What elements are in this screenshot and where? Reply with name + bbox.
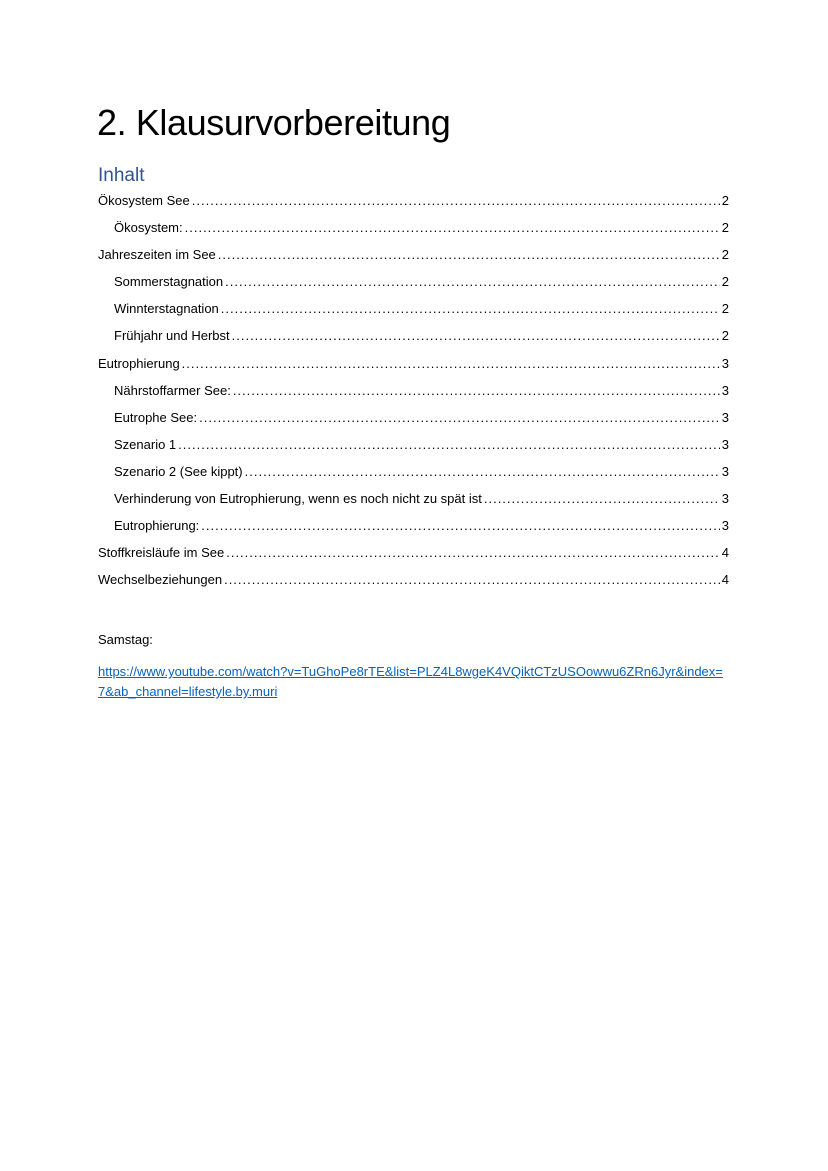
- toc-entry-text: Szenario 1: [114, 436, 177, 452]
- toc-entry[interactable]: [98, 381, 729, 408]
- toc-entry-text: Frühjahr und Herbst: [114, 328, 230, 344]
- toc-entry-page: 3: [721, 382, 729, 398]
- toc-entry-text: Szenario 2 (See kippt): [114, 463, 243, 479]
- toc-entry-page: 2: [721, 220, 729, 236]
- toc-entry[interactable]: [98, 354, 729, 381]
- toc-entry-text: Wechselbeziehungen: [98, 572, 223, 588]
- toc-entry[interactable]: [98, 191, 729, 218]
- toc-entry-text: Eutrophierung: [98, 355, 180, 371]
- table-of-contents: [98, 191, 729, 597]
- toc-entry-text: Eutrophierung:: [114, 518, 200, 534]
- toc-entry[interactable]: [98, 218, 729, 245]
- toc-entry[interactable]: [98, 489, 729, 516]
- document-title: 2. Klausurvorbereitung: [97, 102, 451, 143]
- toc-leader-dots: [232, 326, 720, 346]
- toc-leader-dots: [245, 462, 720, 482]
- toc-entry[interactable]: [98, 570, 729, 597]
- toc-entry-text: Eutrophe See:: [114, 409, 198, 425]
- toc-leader-dots: [192, 191, 720, 211]
- toc-leader-dots: [199, 408, 720, 428]
- toc-entry[interactable]: [98, 435, 729, 462]
- toc-entry-text: Stoffkreisläufe im See: [98, 545, 225, 561]
- toc-entry[interactable]: [98, 272, 729, 299]
- toc-entry-text: Verhinderung von Eutrophierung, wenn es noch nicht zu spät ist: [114, 491, 482, 507]
- toc-entry[interactable]: [98, 462, 729, 489]
- toc-entry-text: Jahreszeiten im See: [98, 247, 216, 263]
- toc-entry-text: Winnterstagnation: [114, 301, 219, 317]
- toc-entry[interactable]: [98, 326, 729, 353]
- toc-entry-page: 3: [721, 518, 729, 534]
- toc-leader-dots: [226, 543, 720, 563]
- toc-leader-dots: [233, 381, 720, 401]
- toc-entry-page: 3: [721, 491, 729, 507]
- toc-entry-page: 2: [721, 301, 729, 317]
- toc-entry[interactable]: [98, 245, 729, 272]
- toc-entry-page: 4: [721, 545, 729, 561]
- toc-leader-dots: [178, 435, 720, 455]
- toc-leader-dots: [201, 516, 719, 536]
- toc-entry[interactable]: [98, 516, 729, 543]
- toc-entry-text: Ökosystem:: [114, 220, 183, 236]
- toc-entry-page: 3: [721, 463, 729, 479]
- toc-leader-dots: [225, 272, 720, 292]
- toc-leader-dots: [221, 299, 720, 319]
- toc-entry-page: 2: [721, 328, 729, 344]
- youtube-link[interactable]: https://www.youtube.com/watch?v=TuGhoPe8rTE&list=PLZ4L8wgeK4VQiktCTzUSOowwu6ZRn6Jyr&index=7&ab_channel=lifestyle.by.muri: [98, 664, 723, 699]
- toc-heading: Inhalt: [98, 165, 145, 186]
- toc-entry[interactable]: [98, 299, 729, 326]
- toc-entry-page: 3: [721, 355, 729, 371]
- toc-leader-dots: [218, 245, 720, 265]
- toc-entry-page: 2: [721, 274, 729, 290]
- toc-leader-dots: [185, 218, 720, 238]
- toc-entry-page: 3: [721, 409, 729, 425]
- toc-entry-text: Nährstoffarmer See:: [114, 382, 231, 398]
- toc-entry-page: 2: [721, 247, 729, 263]
- toc-leader-dots: [224, 570, 720, 590]
- toc-entry-page: 2: [721, 193, 729, 208]
- toc-leader-dots: [484, 489, 720, 509]
- toc-entry-text: Sommerstagnation: [114, 274, 224, 290]
- toc-leader-dots: [182, 354, 720, 374]
- toc-entry[interactable]: [98, 408, 729, 435]
- toc-entry-text: Ökosystem See: [98, 193, 190, 208]
- toc-entry-page: 3: [721, 436, 729, 452]
- note-label: Samstag:: [98, 632, 153, 647]
- toc-entry-page: 4: [721, 572, 729, 588]
- toc-entry[interactable]: [98, 543, 729, 570]
